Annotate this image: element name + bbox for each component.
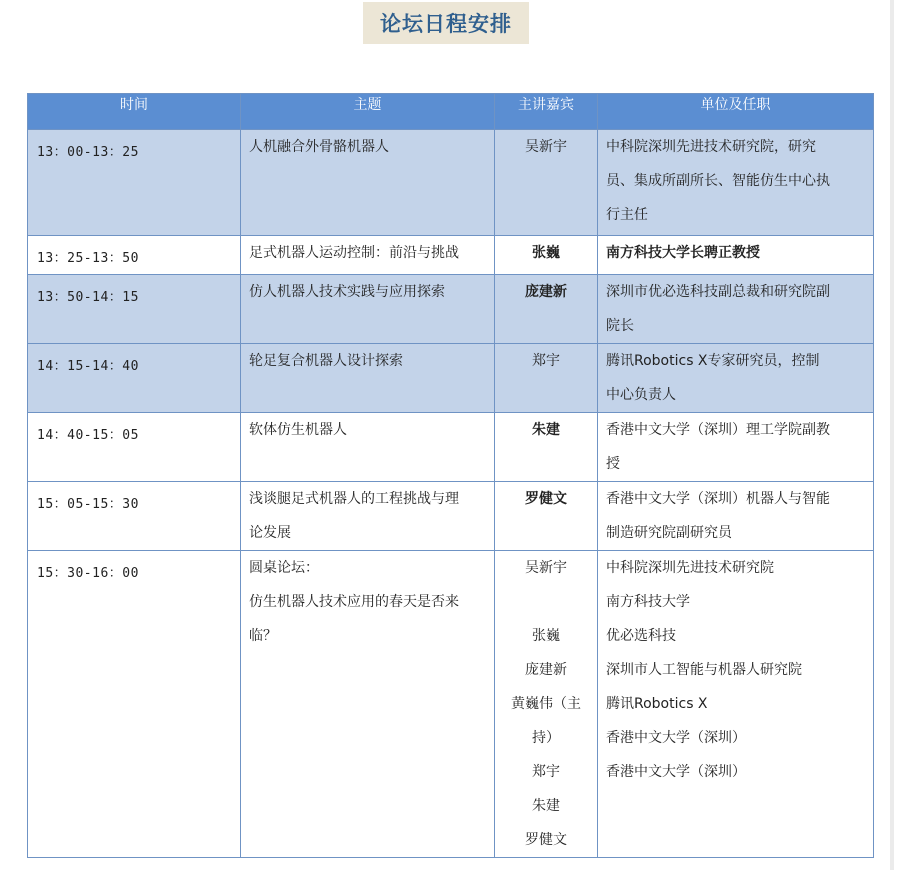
cell-org-line: 优必选科技 [606,628,676,644]
cell-speaker [495,130,598,236]
cell-topic-line: 足式机器人运动控制：前沿与挑战 [249,245,459,261]
cell-org-line: 中心负责人 [606,387,676,403]
cell-time: 15：30-16：00 [28,551,241,858]
cell-time: 13：00-13：25 [28,130,241,236]
cell-speaker-line: 吴新宇 [525,139,567,155]
cell-time: 15：05-15：30 [28,482,241,551]
cell-time: 13：25-13：50 [28,236,241,275]
cell-topic-line: 仿人机器人技术实践与应用探索 [249,284,445,300]
schedule-row [28,344,874,413]
cell-org-line: 制造研究院副研究员 [606,525,732,541]
cell-speaker-line: 黄巍伟（主 [511,696,581,712]
cell-topic [241,482,495,551]
cell-time: 14：15-14：40 [28,344,241,413]
cell-topic-line: 论发展 [249,525,291,541]
cell-org [598,482,874,551]
cell-speaker [495,482,598,551]
cell-org-line: 香港中文大学（深圳）机器人与智能 [606,491,830,507]
cell-speaker-line: 庞建新 [525,662,567,678]
cell-org [598,413,874,482]
cell-speaker-line: 罗健文 [525,832,567,848]
cell-org [598,344,874,413]
cell-topic-line: 人机融合外骨骼机器人 [249,139,389,155]
cell-topic [241,275,495,344]
cell-topic-line: 轮足复合机器人设计探索 [249,353,403,369]
cell-topic [241,413,495,482]
cell-speaker-line: 罗健文 [525,491,567,507]
schedule-row [28,130,874,236]
cell-org-line: 腾讯Robotics X专家研究员，控制 [606,353,820,369]
cell-speaker-line [503,585,589,619]
title-banner [363,2,529,44]
cell-speaker [495,275,598,344]
cell-org-line: 腾讯Robotics X [606,696,708,712]
header-time: 时间 [28,94,241,130]
schedule-row [28,551,874,858]
cell-speaker [495,551,598,858]
cell-speaker-line: 持） [532,730,560,746]
cell-speaker [495,413,598,482]
schedule-row [28,482,874,551]
cell-speaker-line: 张巍 [532,245,560,261]
cell-org-line: 深圳市人工智能与机器人研究院 [606,662,802,678]
cell-topic-line: 临？ [249,628,277,644]
schedule-table [27,93,874,858]
cell-speaker-line: 郑宇 [532,764,560,780]
header-org: 单位及任职 [598,94,874,130]
cell-org-line: 员、集成所副所长、智能仿生中心执 [606,173,830,189]
cell-speaker-line: 吴新宇 [525,560,567,576]
cell-org-line: 中科院深圳先进技术研究院，研究 [606,139,816,155]
cell-org-line: 南方科技大学 [606,594,690,610]
cell-topic-line: 软体仿生机器人 [249,422,347,438]
cell-topic-line: 浅谈腿足式机器人的工程挑战与理 [249,491,459,507]
cell-topic [241,130,495,236]
cell-speaker-line: 张巍 [532,628,560,644]
cell-org [598,130,874,236]
cell-org [598,551,874,858]
header-row [28,94,874,130]
schedule-row [28,236,874,275]
cell-time: 13：50-14：15 [28,275,241,344]
cell-speaker [495,344,598,413]
cell-speaker-line: 朱建 [532,422,560,438]
cell-org-line: 香港中文大学（深圳） [606,764,746,780]
cell-org-line: 南方科技大学长聘正教授 [606,245,760,261]
cell-org-line: 院长 [606,318,634,334]
cell-speaker-line: 郑宇 [532,353,560,369]
cell-org-line: 中科院深圳先进技术研究院 [606,560,774,576]
cell-org-line: 香港中文大学（深圳） [606,730,746,746]
schedule-row [28,275,874,344]
cell-topic-line: 圆桌论坛： [249,560,319,576]
header-speaker: 主讲嘉宾 [495,94,598,130]
cell-org [598,275,874,344]
cell-org-line: 行主任 [606,207,648,223]
cell-speaker [495,236,598,275]
cell-topic-line: 仿生机器人技术应用的春天是否来 [249,594,459,610]
schedule-row [28,413,874,482]
cell-time: 14：40-15：05 [28,413,241,482]
cell-topic [241,344,495,413]
cell-org [598,236,874,275]
right-edge-rule [890,0,894,870]
cell-topic [241,551,495,858]
page-title: 论坛日程安排 [380,12,512,36]
cell-topic [241,236,495,275]
cell-speaker-line: 朱建 [532,798,560,814]
cell-org-line: 深圳市优必选科技副总裁和研究院副 [606,284,830,300]
cell-speaker-line: 庞建新 [525,284,567,300]
cell-org-line: 授 [606,456,620,472]
header-topic: 主题 [241,94,495,130]
cell-org-line: 香港中文大学（深圳）理工学院副教 [606,422,830,438]
